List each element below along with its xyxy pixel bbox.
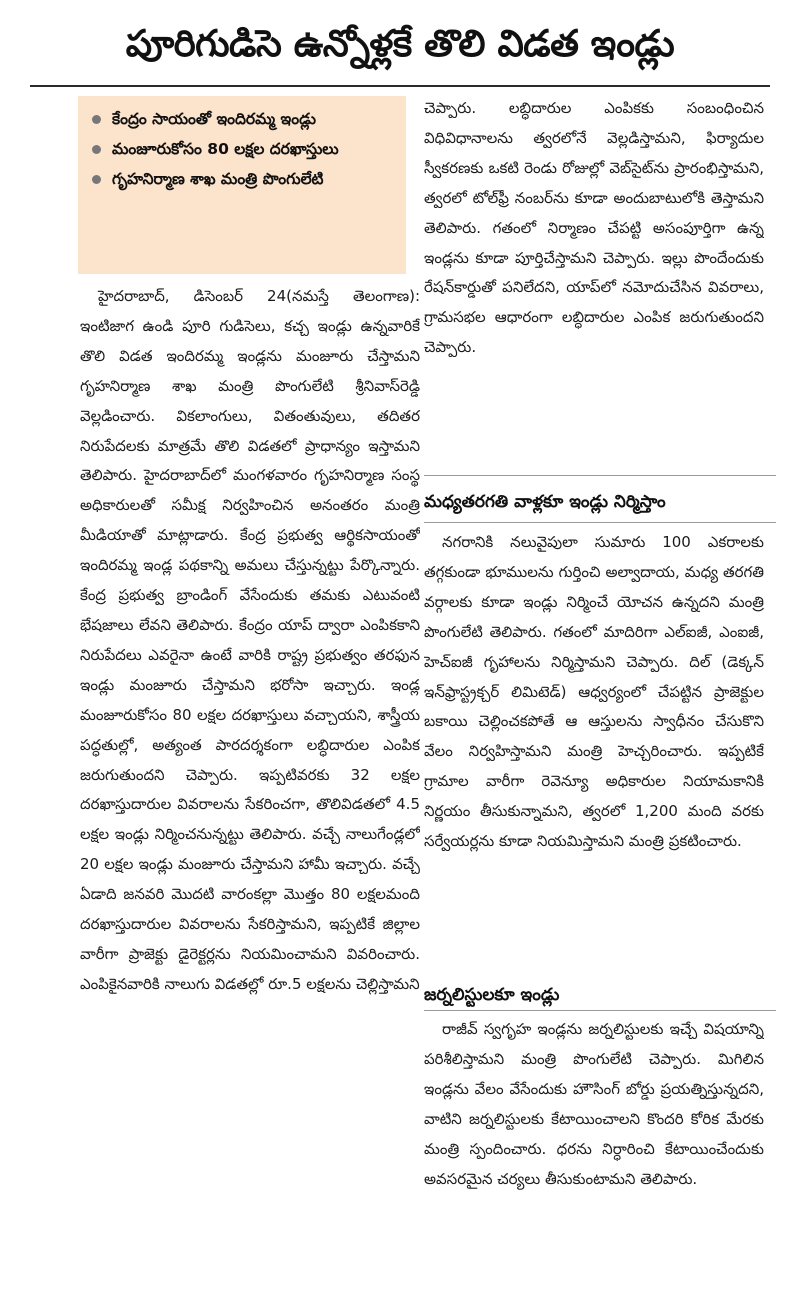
- highlight-item: [88, 134, 400, 164]
- bullet-icon: [92, 145, 101, 154]
- body-column-left: [80, 282, 420, 1287]
- article-headline: పూరిగుడిసె ఉన్నోళ్లకే తొలి విడత ఇండ్లు: [125, 22, 675, 65]
- highlight-text: గృహనిర్మాణ శాఖ మంత్రి పొంగులేటి: [112, 170, 324, 188]
- body-paragraph: హైదరాబాద్, డిసెంబర్ 24(నమస్తే తెలంగాణ): ఇంటిజాగ ఉండి పూరి గుడిసెలు, కచ్చ ఇండ్లు ఉన్నవారికే తొలి విడత ఇందిరమ్మ ఇండ్లను మంజూరు చేస్తామని గృహనిర్మాణ శాఖ మంత్రి పొంగులేటి శ్రీనివాస్‌రెడ్డి వెల్లడించారు. వికలాంగులు, వితంతువులు, తదితర నిరుపేదలకు మాత్రమే తొలి విడతలో ప్రాధాన్యం ఇస్తామని తెలిపారు. హైదరాబాద్‌లో మంగళవారం గృహనిర్మాణ సంస్థ అధికారులతో సమీక్ష నిర్వహించిన అనంతరం మంత్రి మీడియాతో మాట్లాడారు. కేంద్ర ప్రభుత్వ ఆర్థికసాయంతో ఇందిరమ్మ ఇండ్ల పథకాన్ని అమలు చేస్తున్నట్టు పేర్కొన్నారు. కేంద్ర ప్రభుత్వ బ్రాండింగ్ వేసేందుకు తమకు ఎటువంటి భేషజాలు లేవని తెలిపారు. కేంద్రం యాప్ ద్వారా ఎంపికకాని నిరుపేదలు ఎవరైనా ఉంటే వారికి రాష్ట్ర ప్రభుత్వం తరఫున ఇండ్లు మంజూరు చేస్తామని భరోసా ఇచ్చారు. ఇండ్ల మంజూరుకోసం 80 లక్షల దరఖాస్తులు వచ్చాయని, శాస్త్రీయ పద్ధతుల్లో, అత్యంత పారదర్శకంగా లబ్ధిదారుల ఎంపిక జరుగుతుందని చెప్పారు. ఇప్పటివరకు 32 లక్షల దరఖాస్తుదారుల వివరాలను సేకరించగా, తొలివిడతలో 4.5 లక్షల ఇండ్లు నిర్మించనున్నట్టు తెలిపారు. వచ్చే నాలుగేండ్లలో 20 లక్షల ఇండ్లు మంజూరు చేస్తామని హామీ ఇచ్చారు. వచ్చే ఏడాది జనవరి మొదటి వారంకల్లా మొత్తం 80 లక్షలమంది దరఖాస్తుదారుల వివరాలను సేకరిస్తామని, ఇప్పటికే జిల్లాల వారీగా ప్రాజెక్టు డైరెక్టర్లను నియమించామని వివరించారు. ఎంపికైనవారికి నాలుగు విడతల్లో రూ.5 లక్షలను చెల్లిస్తామని: [80, 287, 420, 993]
- subheading: మధ్యతరగతి వాళ్లకూ ఇండ్లు నిర్మిస్తాం: [424, 492, 666, 512]
- body-paragraph: చెప్పారు. లబ్ధిదారుల ఎంపికకు సంబంధించిన విధివిధానాలను త్వరలోనే వెల్లడిస్తామని, ఫిర్యాదుల స్వీకరణకు ఒకటి రెండు రోజుల్లో వెబ్‌సైట్‌ను ప్రారంభిస్తామని, త్వరలో టోల్‌ఫ్రీ నంబర్‌ను కూడా అందుబాటులోకి తెస్తామని తెలిపారు. గతంలో నిర్మాణం చేపట్టి అసంపూర్తిగా ఉన్న ఇండ్లను కూడా పూర్తిచేస్తామని చెప్పారు. ఇల్లు పొందేందుకు రేషన్‌కార్డుతో పనిలేదని, యాప్‌లో నమోదుచేసిన వివరాలు, గ్రామసభల ఆధారంగా లబ్ధిదారుల ఎంపిక జరుగుతుందని చెప్పారు.: [424, 99, 764, 357]
- body-column-right-middle: [424, 528, 764, 978]
- headline-rule: [30, 85, 770, 87]
- section-divider: [424, 1010, 776, 1011]
- section-divider: [424, 475, 776, 476]
- subheading: జర్నలిస్టులకూ ఇండ్లు: [424, 985, 560, 1005]
- body-column-right-bottom: [424, 1015, 764, 1285]
- body-column-right-top: [424, 94, 764, 466]
- bullet-icon: [92, 115, 101, 124]
- body-paragraph: రాజీవ్ స్వగృహ ఇండ్లను జర్నలిస్టులకు ఇచ్చే విషయాన్ని పరిశీలిస్తామని మంత్రి పొంగులేటి చెప్పారు. మిగిలిన ఇండ్లను వేలం వేసేందుకు హౌసింగ్ బోర్డు ప్రయత్నిస్తున్నదని, వాటిని జర్నలిస్టులకు కేటాయించాలని కొందరి కోరిక మేరకు మంత్రి స్పందించారు. ధరను నిర్ధారించి కేటాయించేందుకు అవసరమైన చర్యలు తీసుకుంటామని తెలిపారు.: [424, 1020, 764, 1188]
- bullet-icon: [92, 175, 101, 184]
- highlight-text: మంజూరుకోసం 80 లక్షల దరఖాస్తులు: [112, 140, 339, 158]
- highlight-item: [88, 104, 400, 134]
- highlights-box: [78, 96, 406, 274]
- highlight-item: [88, 164, 400, 194]
- section-divider: [424, 522, 776, 523]
- highlight-text: కేంద్రం సాయంతో ఇందిరమ్మ ఇండ్లు: [112, 110, 316, 128]
- body-paragraph: నగరానికి నలువైపులా సుమారు 100 ఎకరాలకు తగ్గకుండా భూములను గుర్తించి అల్వాదాయ, మధ్య తరగతి వర్గాలకు కూడా ఇండ్లు నిర్మించే యోచన ఉన్నదని మంత్రి పొంగులేటి తెలిపారు. గతంలో మాదిరిగా ఎల్‌ఐజీ, ఎంఐజీ, హెచ్‌ఐజీ గృహాలను నిర్మిస్తామని చెప్పారు. దిల్ (డెక్కన్ ఇన్‌ఫ్రాస్ట్రక్చర్ లిమిటెడ్) ఆధ్వర్యంలో చేపట్టిన ప్రాజెక్టుల బకాయి చెల్లించకపోతే ఆ ఆస్తులను స్వాధీనం చేసుకొని వేలం నిర్వహిస్తామని మంత్రి హెచ్చరించారు. ఇప్పటికే గ్రామాల వారీగా రెవెన్యూ అధికారుల నియామకానికి నిర్ణయం తీసుకున్నామని, త్వరలో 1,200 మంది వరకు సర్వేయర్లను కూడా నియమిస్తామని మంత్రి ప్రకటించారు.: [424, 533, 764, 851]
